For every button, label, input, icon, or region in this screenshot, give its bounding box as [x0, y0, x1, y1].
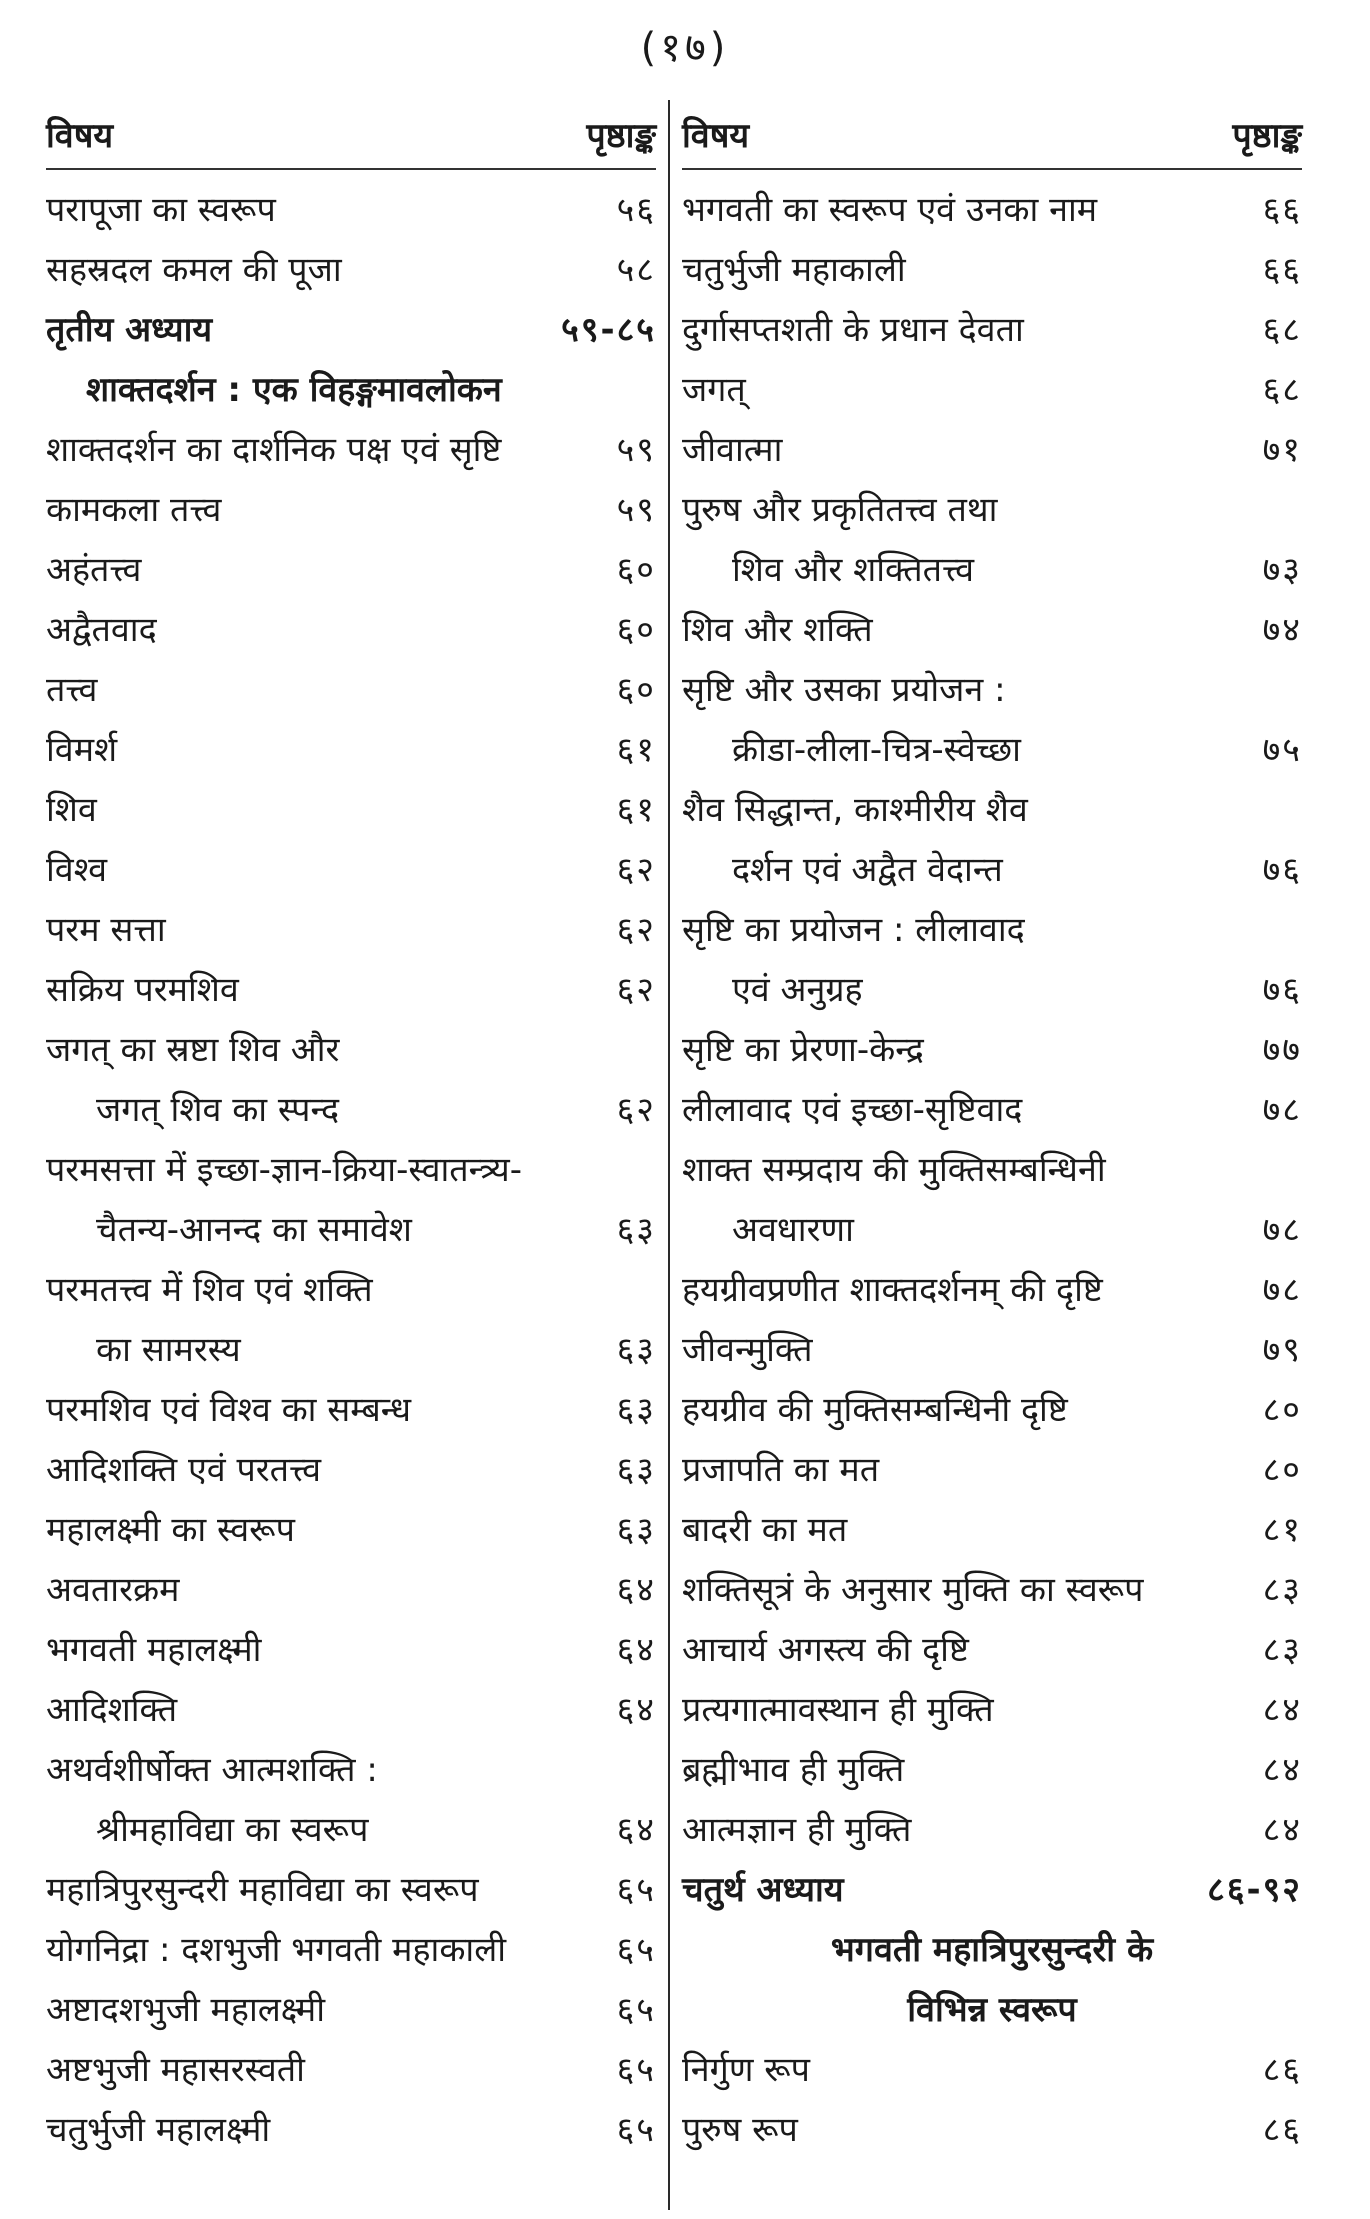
toc-entry-continued: क्रीडा-लीला-चित्र-स्वेच्छा [732, 729, 1021, 770]
toc-page: ६० [616, 549, 656, 590]
toc-page: ६३ [616, 1449, 656, 1490]
toc-entry: जगत् का स्रष्टा शिव और [46, 1029, 340, 1070]
toc-entry: निर्गुण रूप [682, 2049, 810, 2090]
toc-page: ८६ [1262, 2109, 1302, 2150]
toc-entry: जीवन्मुक्ति [682, 1329, 813, 1370]
toc-entry: प्रत्यगात्मावस्थान ही मुक्ति [682, 1689, 994, 1730]
toc-entry: अथर्वशीर्षोक्त आत्मशक्ति : [46, 1749, 378, 1790]
toc-entry: योगनिद्रा : दशभुजी भगवती महाकाली [46, 1929, 507, 1970]
toc-page: ६१ [616, 729, 656, 770]
toc-page: ७६ [1262, 969, 1302, 1010]
toc-entry: अहंतत्त्व [46, 549, 142, 590]
toc-entry-continued: चैतन्य-आनन्द का समावेश [96, 1209, 412, 1250]
toc-entry: अष्टभुजी महासरस्वती [46, 2049, 305, 2090]
toc-page: ८१ [1262, 1509, 1302, 1550]
toc-page: ७७ [1262, 1029, 1302, 1070]
toc-right-column [682, 104, 1302, 2160]
toc-page: ८३ [1262, 1569, 1302, 1610]
toc-header [46, 104, 656, 164]
toc-entry: विमर्श [46, 729, 118, 770]
toc-entry: शैव सिद्धान्त, काश्मीरीय शैव [682, 789, 1028, 830]
toc-entry: जगत् [682, 369, 746, 410]
toc-page: ६५ [616, 1869, 656, 1910]
toc-page: ८० [1262, 1449, 1302, 1490]
toc-page: ५६ [616, 189, 656, 230]
toc-page: ६५ [616, 2109, 656, 2150]
toc-page: ७५ [1262, 729, 1302, 770]
toc-entry: महात्रिपुरसुन्दरी महाविद्या का स्वरूप [46, 1869, 479, 1910]
toc-entry: आदिशक्ति [46, 1689, 178, 1730]
chapter-pages: ८६-९२ [1207, 1869, 1302, 1910]
toc-entry: प्रजापति का मत [682, 1449, 880, 1490]
toc-page: ७३ [1262, 549, 1302, 590]
toc-entry: महालक्ष्मी का स्वरूप [46, 1509, 295, 1550]
toc-page: ६१ [616, 789, 656, 830]
toc-entry-continued: शिव और शक्तितत्त्व [732, 549, 975, 590]
toc-entry: विश्व [46, 849, 108, 890]
toc-entry: तत्त्व [46, 669, 98, 710]
toc-page: ६६ [1262, 189, 1302, 230]
toc-entry: पुरुष और प्रकृतितत्त्व तथा [682, 489, 998, 530]
toc-page: ६० [616, 669, 656, 710]
toc-entry: चतुर्भुजी महालक्ष्मी [46, 2109, 271, 2150]
toc-page: ७१ [1262, 429, 1302, 470]
toc-page: ६० [616, 609, 656, 650]
toc-entry: सृष्टि का प्रेरणा-केन्द्र [682, 1029, 924, 1070]
toc-page: ६२ [616, 1089, 656, 1130]
header-subject: विषय [46, 116, 114, 156]
toc-page: ८० [1262, 1389, 1302, 1430]
toc-header [682, 104, 1302, 164]
toc-entry: जीवात्मा [682, 429, 783, 470]
chapter-title: चतुर्थ अध्याय [682, 1869, 844, 1910]
column-divider [668, 100, 670, 2210]
toc-entry: दुर्गासप्तशती के प्रधान देवता [682, 309, 1024, 350]
toc-entry: हयग्रीवप्रणीत शाक्तदर्शनम् की दृष्टि [682, 1269, 1103, 1310]
toc-page: ६५ [616, 1989, 656, 2030]
toc-page: ६४ [616, 1629, 656, 1670]
toc-page: ६४ [616, 1809, 656, 1850]
toc-page: ८४ [1262, 1749, 1302, 1790]
toc-entry: आत्मज्ञान ही मुक्ति [682, 1809, 912, 1850]
toc-entry: परमसत्ता में इच्छा-ज्ञान-क्रिया-स्वातन्त्र्य- [46, 1149, 522, 1190]
toc-entry: आदिशक्ति एवं परतत्त्व [46, 1449, 322, 1490]
toc-page: ८४ [1262, 1689, 1302, 1730]
toc-entry: परमतत्त्व में शिव एवं शक्ति [46, 1269, 373, 1310]
toc-entry-continued: जगत् शिव का स्पन्द [96, 1089, 340, 1130]
toc-page: ६४ [616, 1689, 656, 1730]
toc-page: ७४ [1262, 609, 1302, 650]
toc-page: ८३ [1262, 1629, 1302, 1670]
toc-entry-continued: अवधारणा [732, 1209, 854, 1250]
toc-page: ६३ [616, 1209, 656, 1250]
toc-entry: बादरी का मत [682, 1509, 848, 1550]
page-number: (१७) [640, 25, 730, 71]
toc-entry: शिव और शक्ति [682, 609, 873, 650]
toc-entry: भगवती का स्वरूप एवं उनका नाम [682, 189, 1098, 230]
toc-entry: ब्रह्मीभाव ही मुक्ति [682, 1749, 905, 1790]
toc-page: ६२ [616, 969, 656, 1010]
toc-entry: भगवती महालक्ष्मी [46, 1629, 262, 1670]
toc-entry: अद्वैतवाद [46, 609, 157, 650]
toc-page: ६२ [616, 849, 656, 890]
toc-entry: सहस्रदल कमल की पूजा [46, 249, 342, 290]
toc-page: ७८ [1262, 1089, 1302, 1130]
toc-page: ६२ [616, 909, 656, 950]
toc-entry: परम सत्ता [46, 909, 166, 950]
header-page: पृष्ठाङ्क [1232, 116, 1302, 156]
toc-entry: शाक्तदर्शन का दार्शनिक पक्ष एवं सृष्टि [46, 429, 502, 470]
chapter-subtitle: शाक्तदर्शन : एक विहङ्गमावलोकन [86, 369, 502, 410]
toc-page: ६३ [616, 1329, 656, 1370]
header-page: पृष्ठाङ्क [586, 116, 656, 156]
header-rule [46, 168, 656, 170]
toc-left-column [46, 104, 656, 2160]
toc-entry: सृष्टि का प्रयोजन : लीलावाद [682, 909, 1025, 950]
toc-entry: कामकला तत्त्व [46, 489, 222, 530]
toc-entry: शक्तिसूत्रं के अनुसार मुक्ति का स्वरूप [682, 1569, 1144, 1610]
toc-page: ७६ [1262, 849, 1302, 890]
toc-page: ७८ [1262, 1209, 1302, 1250]
toc-entry-continued: दर्शन एवं अद्वैत वेदान्त [732, 849, 1003, 890]
header-subject: विषय [682, 116, 750, 156]
toc-entry-continued: एवं अनुग्रह [732, 969, 863, 1010]
toc-page: ६८ [1262, 369, 1302, 410]
chapter-subtitle: विभिन्न स्वरूप [907, 1989, 1077, 2030]
toc-entry: सक्रिय परमशिव [46, 969, 239, 1010]
toc-page: ६३ [616, 1389, 656, 1430]
toc-page: ५९ [616, 489, 656, 530]
toc-page: ६४ [616, 1569, 656, 1610]
chapter-pages: ५९-८५ [561, 309, 656, 350]
toc-page: ६६ [1262, 249, 1302, 290]
toc-page: ६५ [616, 1929, 656, 1970]
chapter-title: तृतीय अध्याय [46, 309, 213, 350]
toc-entry: अवतारक्रम [46, 1569, 180, 1610]
toc-entry: परमशिव एवं विश्व का सम्बन्ध [46, 1389, 412, 1430]
toc-entry: अष्टादशभुजी महालक्ष्मी [46, 1989, 326, 2030]
header-rule [682, 168, 1302, 170]
toc-page: ६५ [616, 2049, 656, 2090]
toc-page: ६३ [616, 1509, 656, 1550]
toc-page: ८४ [1262, 1809, 1302, 1850]
chapter-subtitle: भगवती महात्रिपुरसुन्दरी के [830, 1929, 1154, 1970]
toc-entry-continued: का सामरस्य [96, 1329, 241, 1370]
toc-entry: शिव [46, 789, 97, 830]
toc-page: ७९ [1262, 1329, 1302, 1370]
toc-page: ५८ [616, 249, 656, 290]
toc-entry: सृष्टि और उसका प्रयोजन : [682, 669, 1006, 710]
toc-entry: पुरुष रूप [682, 2109, 798, 2150]
toc-entry: परापूजा का स्वरूप [46, 189, 276, 230]
toc-page: ६८ [1262, 309, 1302, 350]
toc-entry-continued: श्रीमहाविद्या का स्वरूप [96, 1809, 369, 1850]
toc-entry: आचार्य अगस्त्य की दृष्टि [682, 1629, 969, 1670]
toc-entry: चतुर्भुजी महाकाली [682, 249, 906, 290]
toc-page: ५९ [616, 429, 656, 470]
toc-entry: लीलावाद एवं इच्छा-सृष्टिवाद [682, 1089, 1023, 1130]
toc-entry: शाक्त सम्प्रदाय की मुक्तिसम्बन्धिनी [682, 1149, 1106, 1190]
toc-page: ७८ [1262, 1269, 1302, 1310]
toc-page: ८६ [1262, 2049, 1302, 2090]
toc-entry: हयग्रीव की मुक्तिसम्बन्धिनी दृष्टि [682, 1389, 1068, 1430]
